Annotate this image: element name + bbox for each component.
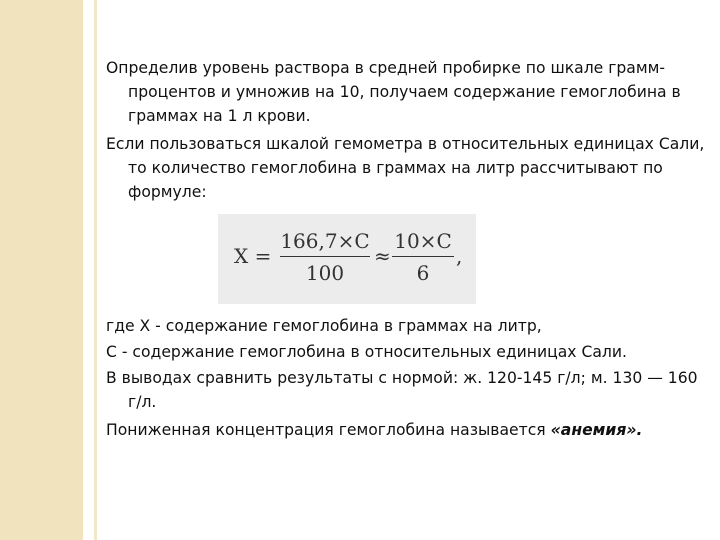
paragraph-c-definition: С - содержание гемоглобина в относительных единицах Сали.	[106, 343, 627, 361]
paragraph-anemia	[106, 418, 706, 442]
formula-fraction-2-bar	[392, 256, 454, 257]
formula-trailing-comma: ,	[456, 244, 463, 268]
formula-fraction-1-denominator: 100	[305, 261, 345, 285]
formula-fraction-1-numerator: 166,7×C	[280, 229, 370, 253]
paragraph-method: Определив уровень раствора в средней пробирке по шкале грамм-процентов и умножив на 10, получаем содержание гемоглобина в граммах на 1 л крови.	[106, 59, 681, 125]
formula-fraction-2-denominator: 6	[416, 261, 430, 285]
anemia-term: «анемия».	[550, 421, 643, 439]
formula-image	[218, 214, 476, 304]
formula-approx-sign: ≈	[374, 244, 391, 268]
decorative-side-line	[94, 0, 97, 540]
paragraph-norms: В выводах сравнить результаты с нормой: ж. 120-145 г/л; м. 130 — 160 г/л.	[106, 369, 698, 411]
formula-fraction-1	[280, 228, 370, 286]
formula-lhs: X =	[234, 244, 272, 268]
formula-fraction-1-bar	[280, 256, 370, 257]
paragraph-x-definition: где Х - содержание гемоглобина в граммах на литр,	[106, 317, 542, 335]
anemia-prefix: Пониженная концентрация гемоглобина называется	[106, 421, 551, 439]
decorative-side-panel	[0, 0, 83, 540]
formula-fraction-2-numerator: 10×C	[394, 229, 452, 253]
slide-content	[106, 56, 706, 446]
paragraph-sahli-scale: Если пользоваться шкалой гемометра в относительных единицах Сали, то количество гемоглобина в граммах на литр рассчитывают по формуле:	[106, 135, 705, 201]
formula-fraction-2	[392, 228, 454, 286]
